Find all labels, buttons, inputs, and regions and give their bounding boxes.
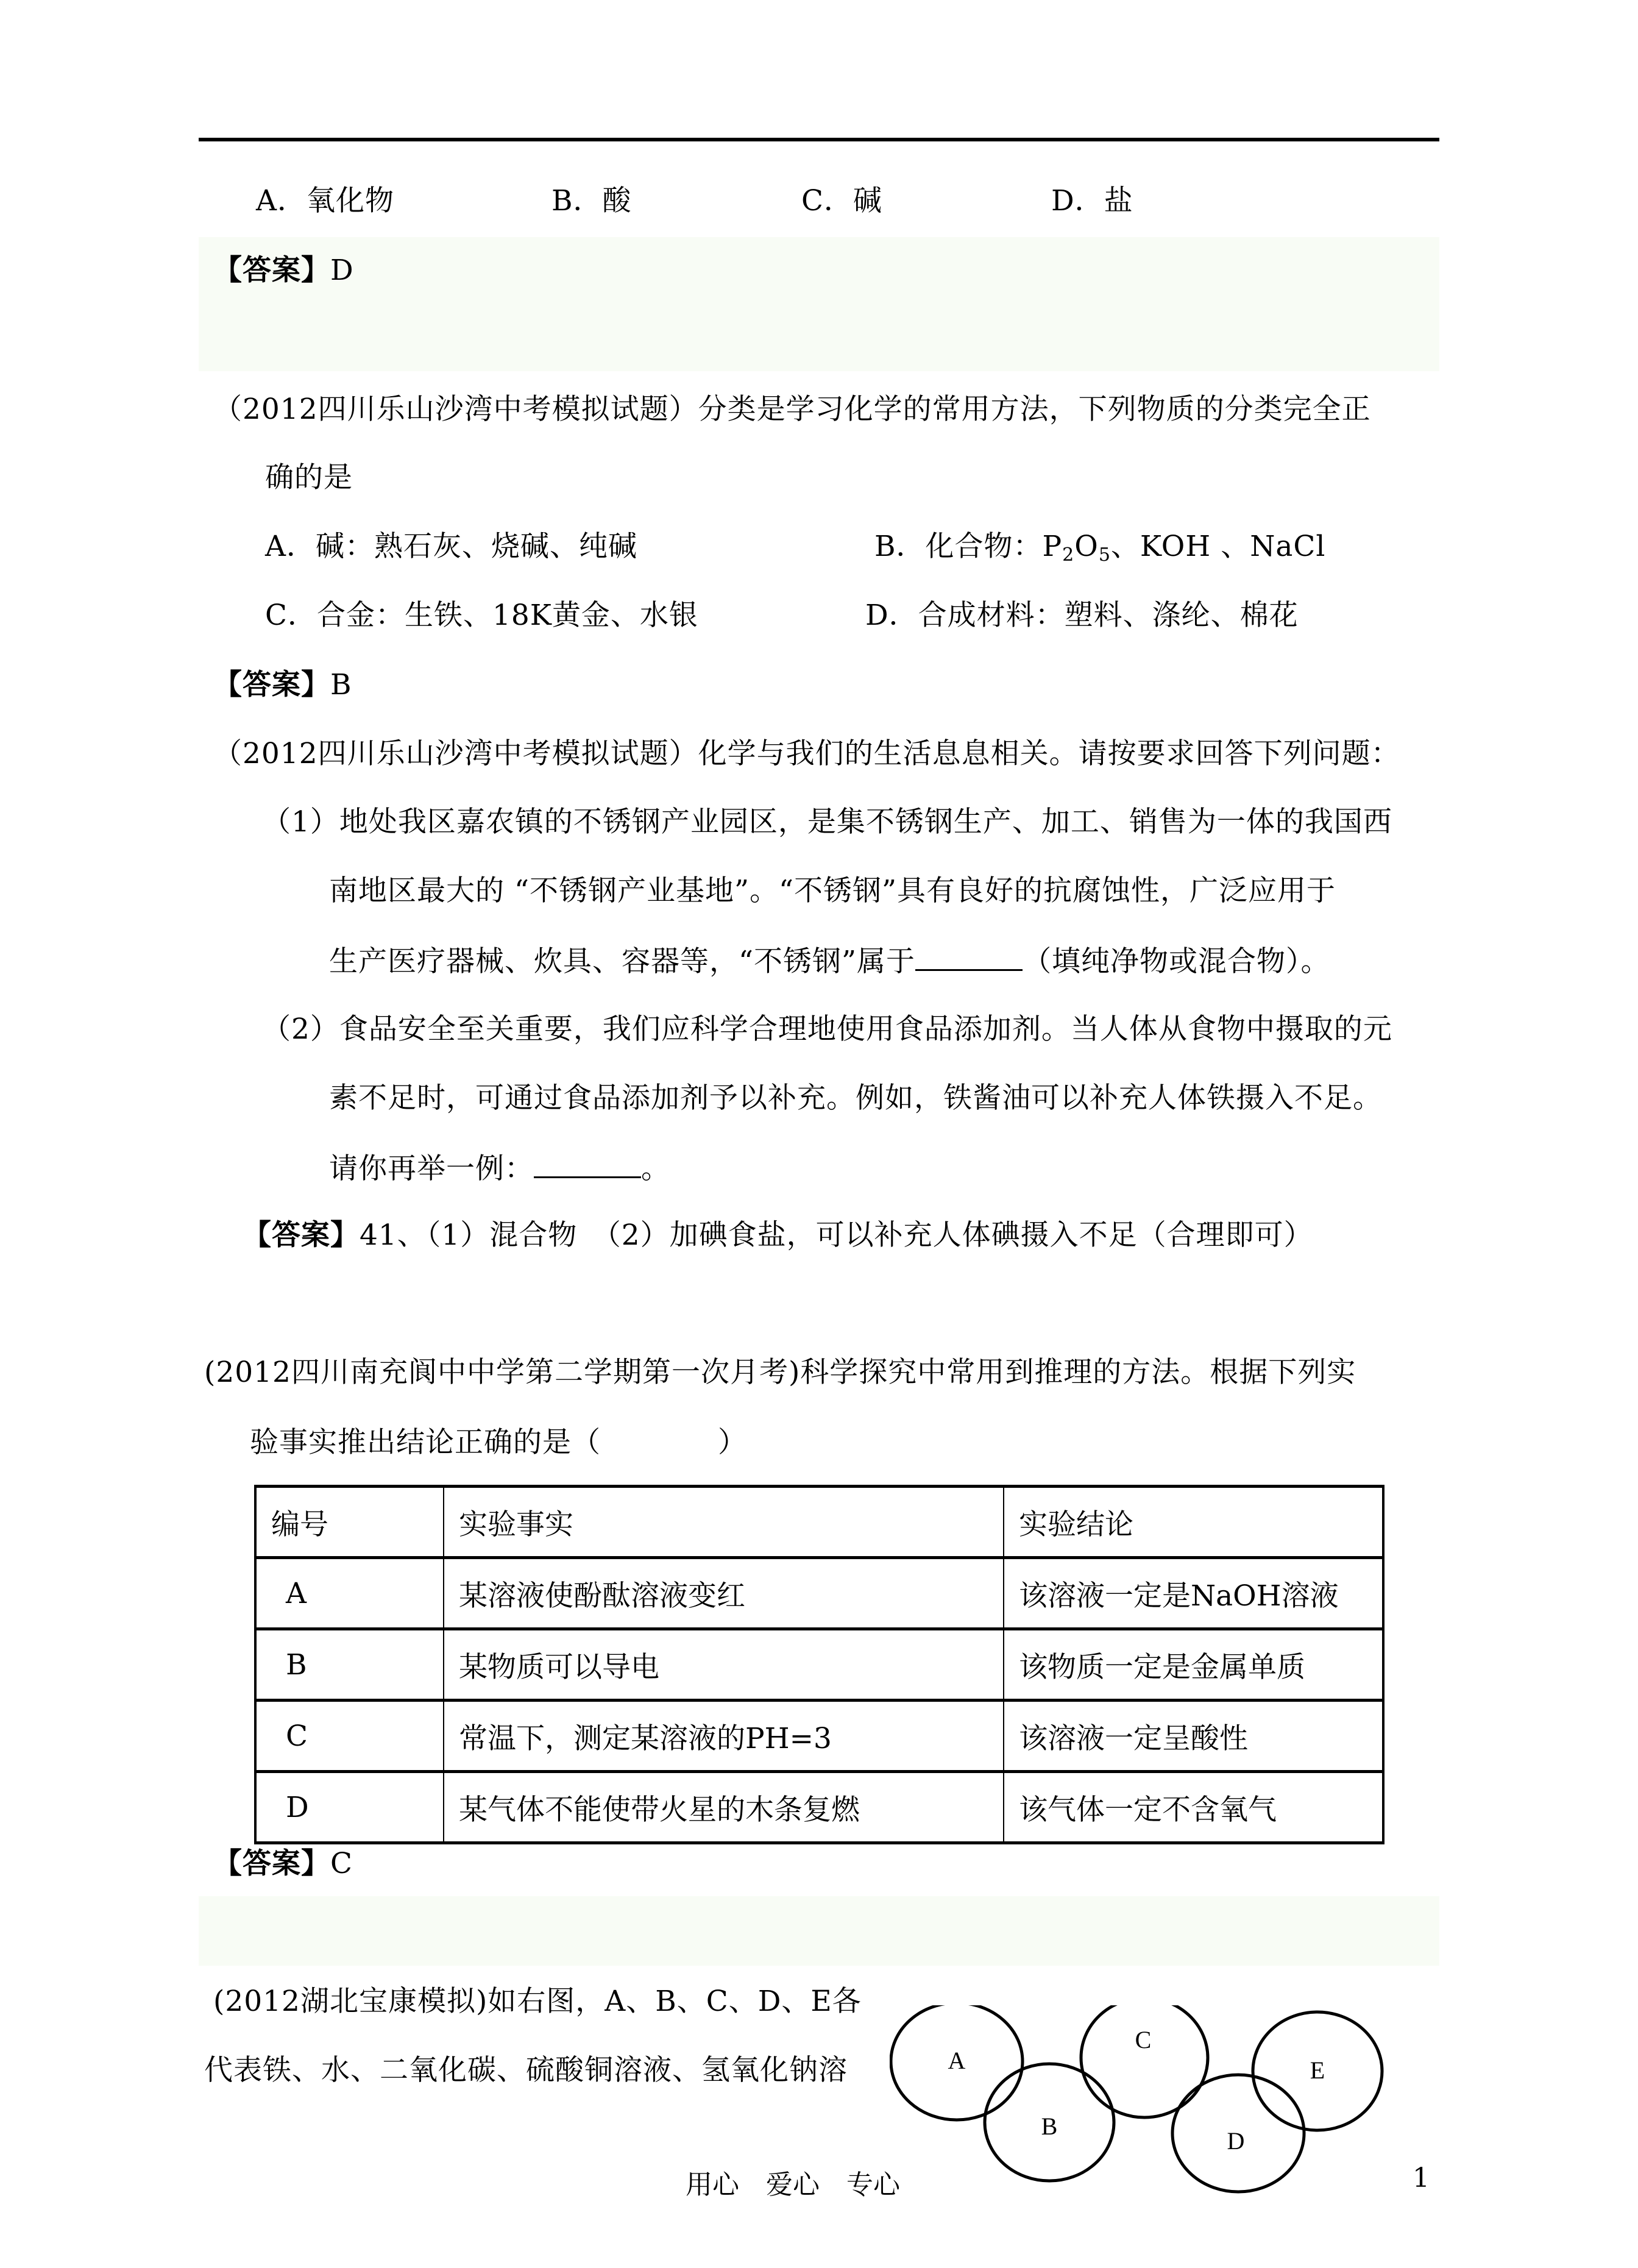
q3-part2-line2: 素不足时，可通过食品添加剂予以补充。例如，铁酱油可以补充人体铁摄入不足。: [329, 1081, 1382, 1115]
answer-value: D: [330, 254, 354, 287]
q3-answer: [243, 1218, 1313, 1252]
ring-label-e: E: [1310, 2056, 1325, 2084]
table-cell: B: [255, 1629, 444, 1701]
table-row: [255, 1772, 1383, 1843]
header-cell: 实验结论: [1004, 1487, 1383, 1558]
q2-option-d: D．合成材料：塑料、涤纶、棉花: [865, 599, 1299, 632]
q2-option-a: A．碱：熟石灰、烧碱、纯碱: [265, 530, 637, 563]
table-cell: A: [255, 1558, 444, 1629]
table-cell: 该气体一定不含氧气: [1004, 1772, 1383, 1843]
option-b-text: 、KOH 、NaCl: [1110, 530, 1326, 563]
subscript: 5: [1098, 544, 1111, 566]
ring-label-c: C: [1135, 2026, 1152, 2053]
fill-blank-2[interactable]: [534, 1152, 641, 1178]
five-rings-diagram: [890, 2005, 1389, 2268]
q2-answer: [213, 668, 352, 702]
table-row: [255, 1701, 1383, 1772]
table-cell: 常温下，测定某溶液的PH=3: [444, 1701, 1004, 1772]
q4-stem-line2: 验事实推出结论正确的是（ ）: [250, 1426, 747, 1459]
table-cell: 某气体不能使带火星的木条复燃: [444, 1772, 1004, 1843]
q2-option-c: C．合金：生铁、18K黄金、水银: [265, 599, 698, 632]
answer-label: 【答案】: [213, 1847, 330, 1880]
experiment-table: [254, 1485, 1384, 1844]
table-cell: 某物质可以导电: [444, 1629, 1004, 1701]
table-row: [255, 1629, 1383, 1701]
text: 。: [641, 1152, 670, 1186]
q1-option-d: D．盐: [1051, 184, 1133, 218]
q4-answer: [213, 1849, 353, 1878]
answer-highlight-band: [199, 237, 1439, 371]
q3-stem: （2012四川乐山沙湾中考模拟试题）化学与我们的生活息息相关。请按要求回答下列问题：: [213, 737, 1400, 770]
q4-stem-line1: (2012四川南充阆中中学第二学期第一次月考)科学探究中常用到推理的方法。根据下列实: [204, 1356, 1356, 1389]
header-cell: 实验事实: [444, 1487, 1004, 1558]
text: （填纯净物或混合物）。: [1023, 945, 1330, 978]
q5-stem-line2: 代表铁、水、二氧化碳、硫酸铜溶液、氢氧化钠溶: [204, 2053, 848, 2087]
q1-option-b: B．酸: [551, 184, 632, 218]
ring-label-d: D: [1227, 2127, 1245, 2155]
table-cell: D: [255, 1772, 444, 1843]
fill-blank-1[interactable]: [915, 945, 1023, 971]
option-b-text: B．化合物：P: [874, 530, 1063, 563]
table-header-row: [255, 1487, 1383, 1558]
page-number: 1: [1413, 2163, 1430, 2194]
answer-value: C: [330, 1847, 353, 1880]
answer-label: 【答案】: [243, 1218, 360, 1252]
text: 生产医疗器械、炊具、容器等，“不锈钢”属于: [329, 945, 916, 978]
answer-highlight-band: [199, 1896, 1439, 1966]
text: 请你再举一例：: [329, 1152, 534, 1186]
q2-stem-line1: （2012四川乐山沙湾中考模拟试题）分类是学习化学的常用方法，下列物质的分类完全正: [213, 393, 1371, 426]
q3-part1-line3: [329, 945, 1330, 976]
answer-value: B: [330, 668, 352, 702]
subscript: 2: [1062, 544, 1075, 566]
header-rule: [199, 138, 1439, 141]
header-cell: 编号: [255, 1487, 444, 1558]
answer-label: 【答案】: [213, 668, 330, 702]
q2-stem-line2: 确的是: [265, 461, 353, 494]
table-cell: 某溶液使酚酞溶液变红: [444, 1558, 1004, 1629]
q3-part1-line2: 南地区最大的 “不锈钢产业基地”。“不锈钢”具有良好的抗腐蚀性，广泛应用于: [329, 874, 1336, 908]
q3-part1-line1: （1）地处我区嘉农镇的不锈钢产业园区，是集不锈钢生产、加工、销售为一体的我国西: [262, 805, 1392, 839]
q2-option-b: [874, 530, 1326, 566]
table-cell: 该溶液一定呈酸性: [1004, 1701, 1383, 1772]
q3-part2-line3: [329, 1152, 670, 1186]
q5-stem-line1: (2012湖北宝康模拟)如右图，A、B、C、D、E各: [213, 1985, 862, 2018]
q1-option-a: A．氧化物: [256, 184, 394, 218]
answer-value: 41、（1）混合物 （2）加碘食盐，可以补充人体碘摄入不足（合理即可）: [360, 1218, 1313, 1252]
table-row: [255, 1558, 1383, 1629]
option-b-text: O: [1074, 530, 1099, 563]
footer-motto: 用心 爱心 专心: [686, 2169, 900, 2200]
table-cell: 该物质一定是金属单质: [1004, 1629, 1383, 1701]
ring-label-a: A: [948, 2047, 966, 2074]
table-cell: 该溶液一定是NaOH溶液: [1004, 1558, 1383, 1629]
ring-label-b: B: [1041, 2113, 1058, 2140]
q1-option-c: C．碱: [801, 184, 882, 218]
q3-part2-line1: （2）食品安全至关重要，我们应科学合理地使用食品添加剂。当人体从食物中摄取的元: [262, 1012, 1392, 1046]
answer-label: 【答案】: [213, 254, 330, 287]
q1-answer: [213, 256, 354, 285]
ring-c: [1081, 2005, 1208, 2117]
table-cell: C: [255, 1701, 444, 1772]
